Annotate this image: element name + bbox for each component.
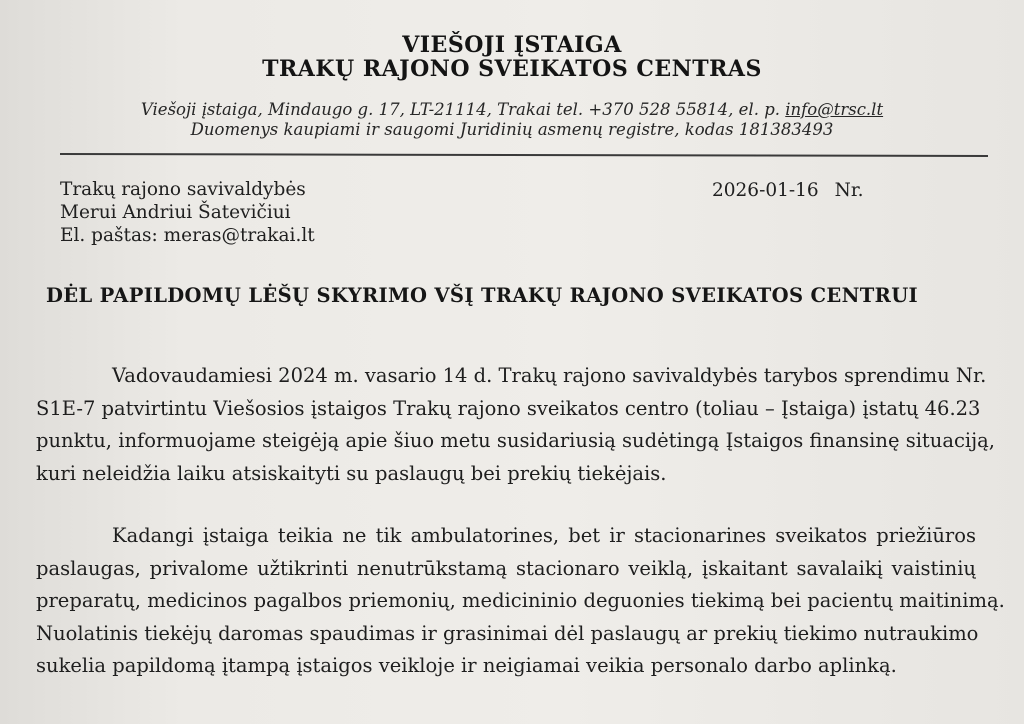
body-paragraph-2: [36, 520, 1005, 683]
letter-date: 2026-01-16: [712, 180, 819, 201]
paragraph-line: Vadovaudamiesi 2024 m. vasario 14 d. Trakų rajono savivaldybės tarybos sprendimu Nr.: [112, 364, 987, 387]
registry-line: Duomenys kaupiami ir saugomi Juridinių asmenų registre, kodas 181383493: [190, 120, 834, 139]
contact-address: Viešoji įstaiga, Mindaugo g. 17, LT-21114, Trakai tel. +370 528 55814, el. p.: [140, 100, 786, 119]
letter-number-label: Nr.: [834, 180, 864, 201]
letter-subject: DĖL PAPILDOMŲ LĖŠŲ SKYRIMO VŠĮ TRAKŲ RAJONO SVEIKATOS CENTRUI: [46, 284, 919, 307]
recipient-line2: Merui Andriui Šatevičiui: [60, 202, 291, 223]
paragraph-line: S1E-7 patvirtintu Viešosios įstaigos Trakų rajono sveikatos centro (toliau – Įstaiga) įstatų 46.23: [36, 396, 981, 420]
paragraph-line: sukelia papildomą įtampą įstaigos veikloje ir neigiamai veikia personalo darbo aplinką.: [36, 654, 897, 677]
org-name-line1: VIEŠOJI ĮSTAIGA: [402, 32, 622, 58]
paragraph-line: punktu, informuojame steigėją apie šiuo metu susidariusią sudėtingą Įstaigos finansinę situaciją,: [36, 429, 995, 452]
recipient-email: El. paštas: meras@trakai.lt: [60, 225, 315, 246]
paragraph-line: kuri neleidžia laiku atsiskaityti su paslaugų bei prekių tiekėjais.: [36, 461, 667, 485]
contact-line: [0, 100, 1024, 119]
date-number-line: [712, 180, 864, 201]
recipient-block: [60, 178, 315, 247]
org-name-line2: TRAKŲ RAJONO SVEIKATOS CENTRAS: [262, 56, 762, 82]
header-divider: [60, 153, 988, 157]
body-paragraph-1: [36, 360, 995, 490]
recipient-line1: Trakų rajono savivaldybės: [60, 179, 306, 200]
paragraph-line: Nuolatinis tiekėjų daromas spaudimas ir grasinimai dėl paslaugų ar prekių tiekimo nutraukimo: [36, 621, 979, 645]
paragraph-line: paslaugas, privalome užtikrinti nenutrūkstamą stacionaro veiklą, įskaitant savalaikį vaistinių: [36, 556, 976, 580]
paragraph-line: Kadangi įstaiga teikia ne tik ambulatorines, bet ir stacionarines sveikatos priežiūros: [112, 524, 976, 547]
contact-email-link[interactable]: info@trsc.lt: [785, 100, 884, 119]
paragraph-line: preparatų, medicinos pagalbos priemonių, medicininio deguonies tiekimą bei pacientų maitinimą.: [36, 589, 1005, 612]
